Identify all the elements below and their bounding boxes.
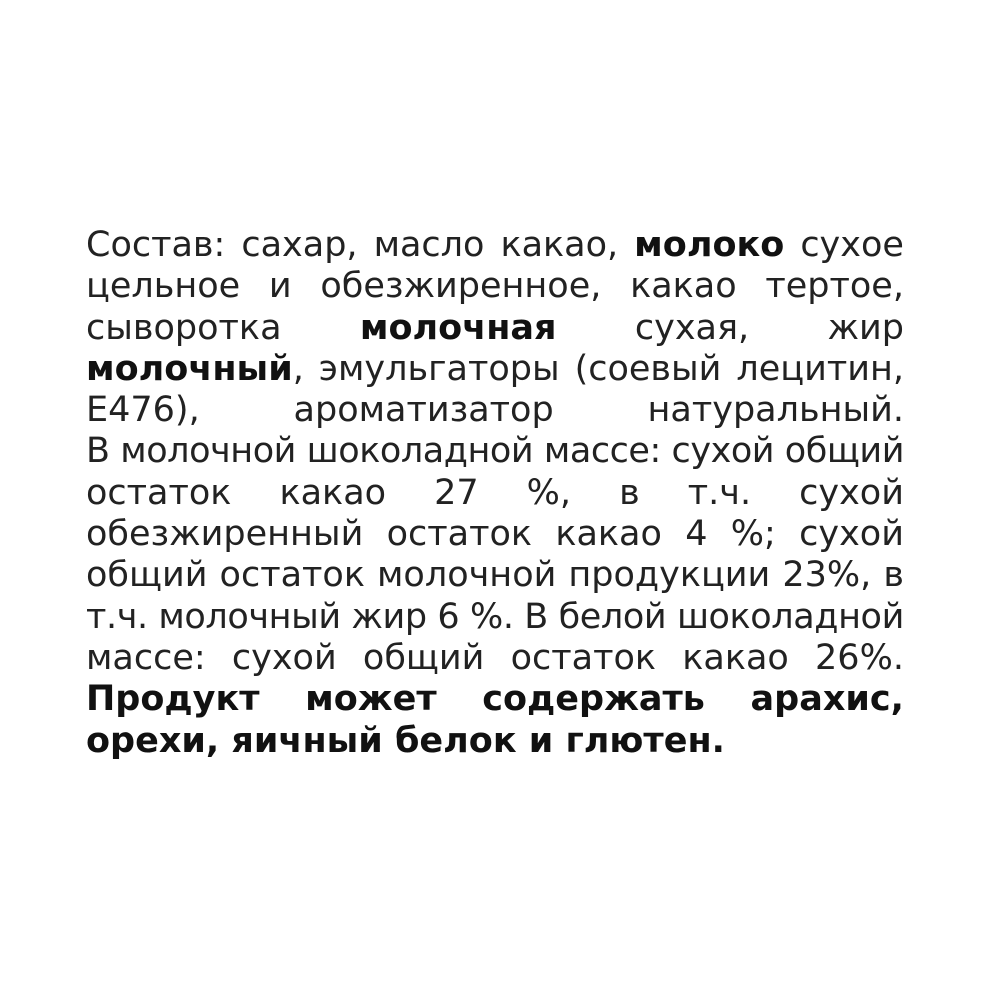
ingredients-line [86, 555, 904, 596]
ingredients-text [86, 225, 904, 762]
ingredients-line [86, 473, 904, 514]
allergen-warning: Продукт может содержать арахис, [86, 679, 904, 720]
text-segment: массе: сухой общий остаток какао 26%. [86, 637, 904, 678]
ingredients-line [86, 390, 904, 431]
ingredients-line [86, 638, 904, 679]
text-segment: В молочной шоколадной массе: сухой общий [86, 431, 904, 472]
ingredients-line [86, 597, 904, 638]
bold-allergen: молочная [359, 307, 557, 348]
text-segment: Состав: сахар, масло какао, [86, 225, 619, 265]
text-segment: сухое [800, 225, 904, 265]
text-segment: цельное и обезжиренное, какао тертое, [86, 266, 904, 307]
text-segment: остаток какао 27 %, в т.ч. сухой [86, 472, 904, 513]
ingredients-line [86, 308, 904, 349]
bold-allergen: молочный [86, 348, 293, 389]
text-segment: т.ч. молочный жир 6 %. В белой шоколадной [86, 596, 904, 637]
bold-allergen: молоко [634, 225, 785, 265]
text-segment: Е476), ароматизатор натуральный. [86, 390, 904, 431]
ingredients-line [86, 514, 904, 555]
allergen-warning-line [86, 679, 904, 720]
text-segment: общий остаток молочной продукции 23%, в [86, 555, 904, 596]
text-segment: сухая, жир [634, 307, 904, 348]
ingredients-line [86, 225, 904, 266]
text-segment: обезжиренный остаток какао 4 %; сухой [86, 514, 904, 555]
text-segment: сыворотка [86, 307, 282, 348]
ingredients-line [86, 431, 904, 472]
ingredients-line [86, 349, 904, 390]
allergen-warning-line [86, 721, 904, 762]
text-segment: , эмульгаторы (соевый лецитин, [292, 348, 904, 389]
ingredients-line [86, 266, 904, 307]
allergen-warning: орехи, яичный белок и глютен. [86, 720, 725, 761]
